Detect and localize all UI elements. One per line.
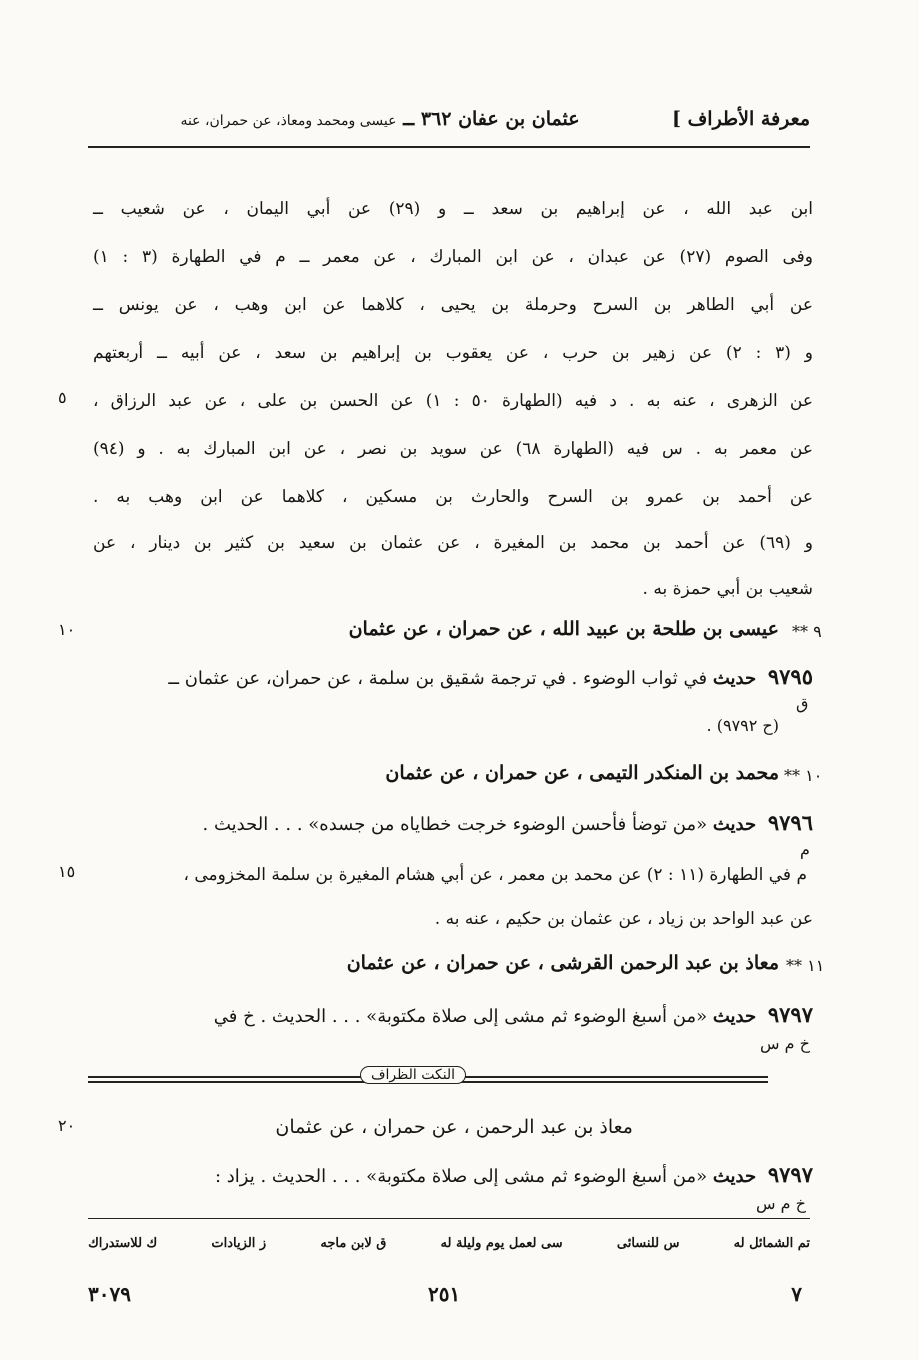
hadith-entry [91,810,813,835]
entry-number: ٩٧٩٥ [767,664,813,689]
nukat-heading: النكت الظراف [360,1066,466,1084]
text-line: عن الزهرى ، عنه به . د فيه (الطهارة ٥٠ : ١) عن الحسن بن على ، عن عبد الرزاق ، [93,391,813,411]
line-number: ٢٠ [58,1116,76,1135]
siglum: ق [796,694,809,713]
text-line: شعيب بن أبي حمزة به . [642,579,813,599]
section-heading: عيسى بن طلحة بن عبيد الله ، عن حمران ، عن عثمان [348,618,779,640]
legend-item: ق لابن ماجه [320,1236,387,1251]
entry-keyword: حديث [712,668,757,689]
text-line: عن معمر به . س فيه (الطهارة ٦٨) عن سويد بن نصر ، عن ابن المبارك به . و (٩٤) [93,439,813,459]
header-rule [88,146,810,148]
entry-text: «من توضأ فأحسن الوضوء خرجت خطاياه من جسده» . . . الحديث . [202,814,708,835]
line-number: ١٥ [58,862,76,881]
text-line: عن أحمد بن عمرو بن السرح والحارث بن مسكين ، كلاهما عن ابن وهب به . [93,487,813,507]
hadith-entry [91,1002,813,1027]
header-section [180,108,579,130]
hadith-entry [91,1162,813,1187]
section-heading: معاذ بن عبد الرحمن القرشى ، عن حمران ، عن عثمان [346,952,779,974]
footer-rule [88,1218,810,1219]
siglum: خ م س [760,1034,810,1053]
section-label: ١١ ** [786,956,825,975]
text-line: م في الطهارة (١١ : ٢) عن محمد بن معمر ، عن أبي هشام المغيرة بن سلمة المخزومى ، [183,865,807,885]
entry-text: «من أسبغ الوضوء ثم مشى إلى صلاة مكتوبة» . . . الحديث . يزاد : [214,1166,708,1187]
header-section-main: عثمان بن عفان ٣٦٢ ــ [403,108,580,130]
section-label: ٩ ** [792,622,822,641]
cross-reference: (ح ٩٧٩٢) . [706,716,779,735]
text-line: ابن عبد الله ، عن إبراهيم بن سعد ــ و (٢٩) عن أبي اليمان ، عن شعيب ــ [93,199,813,219]
siglum: م [800,840,810,859]
entry-number: ٩٧٩٧ [767,1162,813,1187]
legend-item: تم الشمائل له [733,1236,810,1251]
entry-text: في ثواب الوضوء . في ترجمة شقيق بن سلمة ، عن حمران، عن عثمان ــ [168,668,708,689]
sigla-legend [88,1236,810,1251]
text-line: و (٦٩) عن أحمد بن محمد بن المغيرة ، عن عثمان بن سعيد بن كثير بن دينار ، عن [93,533,813,553]
line-number: ٥ [58,388,67,407]
legend-item: ك للاستدراك [88,1236,158,1251]
entry-number: ٩٧٩٧ [767,1002,813,1027]
header-section-sub: عيسى ومحمد ومعاذ، عن حمران، عنه [180,113,397,129]
text-line: عن عبد الواحد بن زياد ، عن عثمان بن حكيم ، عنه به . [434,909,813,929]
entry-keyword: حديث [712,1006,757,1027]
hadith-entry [91,664,813,689]
volume-number: ٧ [791,1282,802,1306]
siglum: خ م س [756,1194,806,1213]
legend-item: س للنسائى [616,1236,680,1251]
entry-text: «من أسبغ الوضوء ثم مشى إلى صلاة مكتوبة» . . . الحديث . خ في [213,1006,708,1027]
legend-item: ز الزيادات [211,1236,267,1251]
entry-number: ٩٧٩٦ [767,810,813,835]
header-book-title: معرفة الأطراف ] [671,108,810,130]
legend-item: سى لعمل يوم وليلة له [440,1236,563,1251]
page-number: ٢٥١ [428,1282,461,1306]
text-line: و (٣ : ٢) عن زهير بن حرب ، عن يعقوب بن إبراهيم بن سعد ، عن أبيه ــ أربعتهم [93,343,813,363]
entry-keyword: حديث [712,1166,757,1187]
nukat-chain: معاذ بن عبد الرحمن ، عن حمران ، عن عثمان [275,1116,633,1138]
line-number: ١٠ [58,620,76,639]
section-label: ١٠ ** [784,766,823,785]
running-header [88,108,810,130]
text-line: وفى الصوم (٢٧) عن عبدان ، عن ابن المبارك ، عن معمر ــ م في الطهارة (٣ : ١) [93,247,814,267]
entry-keyword: حديث [712,814,757,835]
section-heading: محمد بن المنكدر التيمى ، عن حمران ، عن عثمان [385,762,779,784]
running-count: ٣٠٧٩ [88,1282,131,1306]
text-line: عن أبي الطاهر بن السرح وحرملة بن يحيى ، كلاهما عن ابن وهب ، عن يونس ــ [93,295,813,315]
